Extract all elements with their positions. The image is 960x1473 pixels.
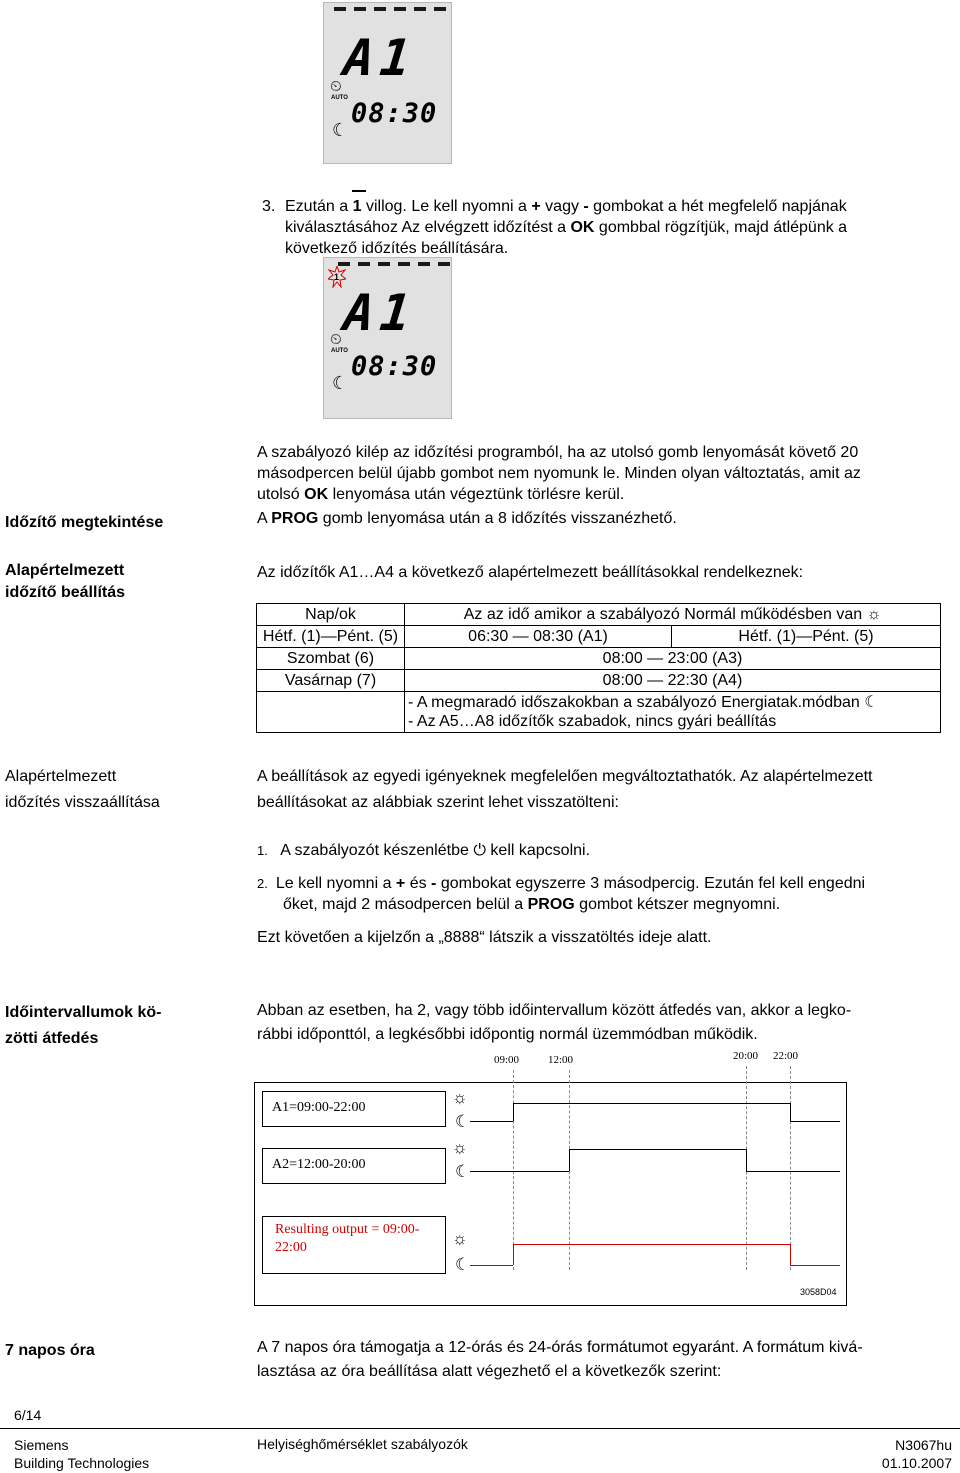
tick-0900: 09:00: [494, 1054, 520, 1066]
result-rise: [513, 1244, 514, 1265]
row-days: Vasárnap (7): [257, 670, 405, 692]
lcd-display-1: [323, 2, 452, 164]
a2-low-line: [470, 1171, 569, 1172]
default-timer-heading: Alapértelmezett időzítő beállítás: [5, 562, 126, 601]
a2-low-line-2: [746, 1171, 840, 1172]
a2-label: A2=12:00-20:00: [272, 1157, 366, 1172]
clock7-heading: 7 napos óra: [5, 1342, 95, 1359]
footer-title: Helyiséghőmérséklet szabályozók: [257, 1436, 468, 1452]
table-notes: - A megmaradó időszakokban a szabályozó Energiatak.módban ☾ - Az A5…A8 időzítők szabadok, nincs gyári beállítás: [405, 692, 941, 733]
col-time-header: Az az idő amikor a szabályozó Normál működésben van ☼: [405, 604, 941, 626]
moon-icon: ☾: [332, 120, 349, 140]
view-timer-heading: Időzítő megtekintése: [5, 514, 164, 531]
reset-step1: 1. A szabályozót készenlétbe ⏻ kell kapcsolni.: [257, 842, 591, 859]
lcd-program-number: A1: [340, 29, 420, 87]
day-1-flash-icon: [328, 266, 346, 288]
table-header-row: [257, 604, 941, 626]
default-timer-table: [256, 603, 941, 733]
table-notes-row: [257, 692, 941, 733]
exit-paragraph: A szabályozó kilép az időzítési programból, ha az utolsó gomb lenyomását követő 20 másodpercen belül újabb gombot nem nyomunk le. Minden olyan változtatás, amit az utolsó OK lenyomása után végeztünk törlésre kerül.: [257, 444, 861, 503]
lcd-time: 08:30: [351, 351, 438, 382]
moon-icon: ☾: [455, 1162, 471, 1181]
a1-high-line: [513, 1103, 790, 1104]
page-number: 6/14: [14, 1407, 42, 1423]
lcd-display-2: [323, 257, 452, 419]
overlap-text: Abban az esetben, ha 2, vagy több időintervallum között átfedés van, akkor a legko- rábbi időponttól, a legkésőbbi időpontig normál üzemmódban működik.: [257, 1002, 852, 1043]
lcd-day-segments: [334, 7, 446, 11]
sun-icon: ☼: [452, 1138, 468, 1157]
moon-icon: ☾: [455, 1255, 471, 1274]
moon-icon: ☾: [455, 1112, 471, 1131]
step3-line2: kiválasztásához Az elvégzett időzítést a OK gombbal rögzítjük, majd átlépünk a: [285, 219, 848, 236]
standby-icon: ⏻: [473, 842, 486, 859]
footer-doc: N3067hu 01.10.2007: [881, 1437, 952, 1471]
tick-1200: 12:00: [548, 1054, 574, 1066]
a1-low-line-2: [790, 1121, 840, 1122]
step3-text: Ezután a: [285, 198, 353, 215]
sun-icon: ☼: [866, 606, 882, 623]
a1-low-line: [470, 1121, 513, 1122]
figure-code: 3058D04: [800, 1287, 837, 1297]
result-low-line-2: [790, 1265, 840, 1266]
tick-2000: 20:00: [733, 1050, 759, 1062]
footer-company: Siemens Building Technologies: [14, 1437, 150, 1471]
row-days: Szombat (6): [257, 648, 405, 670]
a2-rise: [569, 1149, 570, 1171]
lcd-program-number: A1: [340, 284, 420, 342]
result-fall: [790, 1244, 791, 1265]
a1-fall: [790, 1103, 791, 1121]
step3-line3: következő időzítés beállítására.: [285, 240, 509, 257]
reset-step2: 2. Le kell nyomni a + és - gombokat egyszerre 3 másodpercig. Ezután fel kell engedni őket, majd 2 másodpercen belül a PROG gombot kétszer megnyomni.: [257, 875, 866, 913]
table-row: [257, 648, 941, 670]
result-low-line: [470, 1265, 513, 1266]
row-extra: Hétf. (1)—Pént. (5): [672, 626, 941, 648]
svg-text:1: 1: [334, 272, 340, 282]
step3-number: 3.: [262, 198, 276, 215]
row-time: 08:00 — 22:30 (A4): [405, 670, 941, 692]
row-time: 08:00 — 23:00 (A3): [405, 648, 941, 670]
moon-icon: ☾: [332, 373, 349, 393]
clock7-text: A 7 napos óra támogatja a 12-órás és 24-órás formátumot egyaránt. A formátum kivá- lasztása az óra beállítása alatt végezhető el a következők szerint:: [257, 1339, 863, 1380]
sun-icon: ☼: [452, 1229, 468, 1248]
row-days: Hétf. (1)—Pént. (5): [257, 626, 405, 648]
table-row: [257, 626, 941, 648]
clock-icon: ⏲: [330, 331, 342, 348]
a1-rise: [513, 1103, 514, 1121]
lcd-day-segments: [338, 262, 450, 266]
table-row: [257, 670, 941, 692]
sun-icon: ☼: [452, 1088, 468, 1107]
view-timer-text: A PROG gomb lenyomása után a 8 időzítés visszanézhető.: [257, 510, 677, 527]
clock-icon: ⏲: [330, 78, 342, 95]
reset-heading: Alapértelmezett időzítés visszaállítása: [5, 768, 160, 811]
reset-intro: A beállítások az egyedi igényeknek megfelelően megváltoztathatók. Az alapértelmezett beállításokat az alábbiak szerint lehet visszatölteni:: [257, 768, 873, 811]
step3-line1: Ezután a 1 villog. Le kell nyomni a + vagy - gombokat a hét megfelelő napjának: [285, 196, 847, 217]
a1-label: A1=09:00-22:00: [272, 1100, 366, 1115]
a2-fall: [746, 1149, 747, 1171]
moon-icon: ☾: [864, 694, 879, 711]
col-days-header: Nap/ok: [257, 604, 405, 626]
row-time: 06:30 — 08:30 (A1): [405, 626, 672, 648]
reset-after: Ezt követően a kijelzőn a „8888“ látszik a visszatöltés ideje alatt.: [257, 929, 712, 946]
overlap-heading: Időintervallumok kö- zötti átfedés: [5, 1004, 162, 1047]
footer-rule: [0, 1428, 960, 1429]
tick-2200: 22:00: [773, 1050, 799, 1062]
lcd-auto-label: AUTO: [331, 95, 348, 101]
result-high-line: [513, 1244, 790, 1245]
day-1-glyph: 1: [353, 196, 362, 217]
result-label: Resulting output = 09:00- 22:00: [275, 1222, 420, 1255]
lcd-auto-label: AUTO: [331, 348, 348, 354]
default-timer-intro: Az időzítők A1…A4 a következő alapértelmezett beállításokkal rendelkeznek:: [257, 564, 804, 581]
a2-high-line: [569, 1149, 746, 1150]
lcd-time: 08:30: [351, 98, 438, 129]
